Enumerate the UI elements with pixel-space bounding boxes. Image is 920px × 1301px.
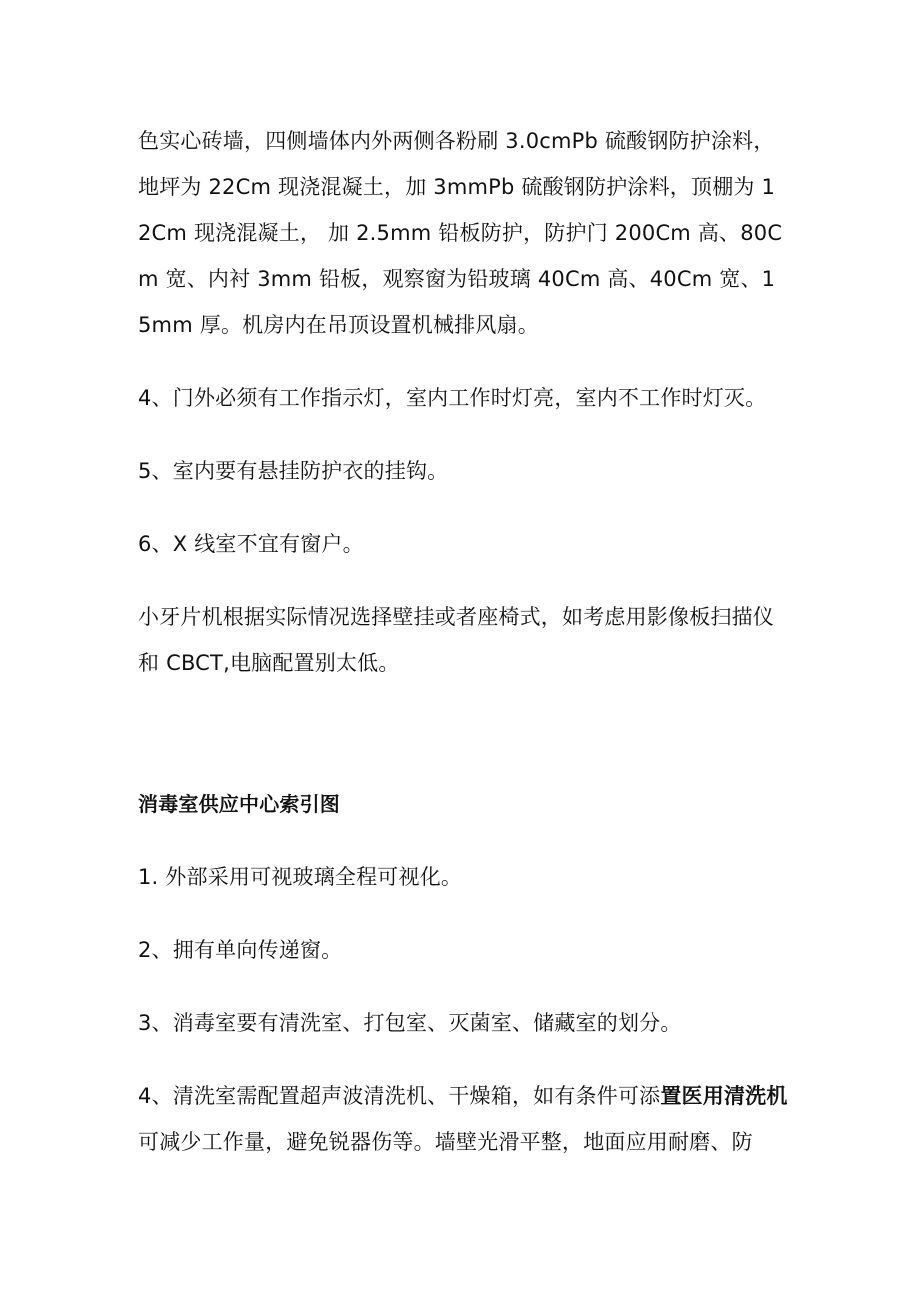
list-item-5: 5、室内要有悬挂防护衣的挂钩。 bbox=[138, 459, 449, 483]
document-body bbox=[138, 118, 788, 1165]
paragraph-xray-note: 小牙片机根据实际情况选择壁挂或者座椅式，如考虑用影像板扫描仪和 CBCT,电脑配置别太低。 bbox=[138, 605, 774, 675]
section-item-4 bbox=[138, 1073, 788, 1165]
section-item-4-text-before: 4、清洗室需配置超声波清洗机、干燥箱，如有条件可添 bbox=[138, 1084, 661, 1108]
section-item-2: 2、拥有单向传递窗。 bbox=[138, 938, 343, 962]
section-heading: 消毒室供应中心索引图 bbox=[138, 792, 340, 816]
list-item-4: 4、门外必须有工作指示灯，室内工作时灯亮，室内不工作时灯灭。 bbox=[138, 386, 767, 410]
list-item-6: 6、X 线室不宜有窗户。 bbox=[138, 532, 364, 556]
section-item-4-bold-text: 置医用清洗机 bbox=[660, 1084, 788, 1108]
paragraph-building-spec: 色实心砖墙，四侧墙体内外两侧各粉刷 3.0cmPb 硫酸钢防护涂料，地坪为 22Cm 现浇混凝土，加 3mmPb 硫酸钢防护涂料，顶棚为 12Cm 现浇混凝土， 加 2.5mm 铅板防护，防护门 200Cm 高、80Cm 宽、内衬 3mm 铅板，观察窗为铅玻璃 40Cm 高、40Cm 宽、15mm 厚。机房内在吊顶设置机械排风扇。 bbox=[138, 129, 783, 337]
section-item-3: 3、消毒室要有清洗室、打包室、灭菌室、储藏室的划分。 bbox=[138, 1011, 682, 1035]
section-item-4-text-after: 可减少工作量，避免锐器伤等。墙壁光滑平整，地面应用耐磨、防 bbox=[138, 1130, 753, 1154]
section-item-1: 1. 外部采用可视玻璃全程可视化。 bbox=[138, 865, 463, 889]
